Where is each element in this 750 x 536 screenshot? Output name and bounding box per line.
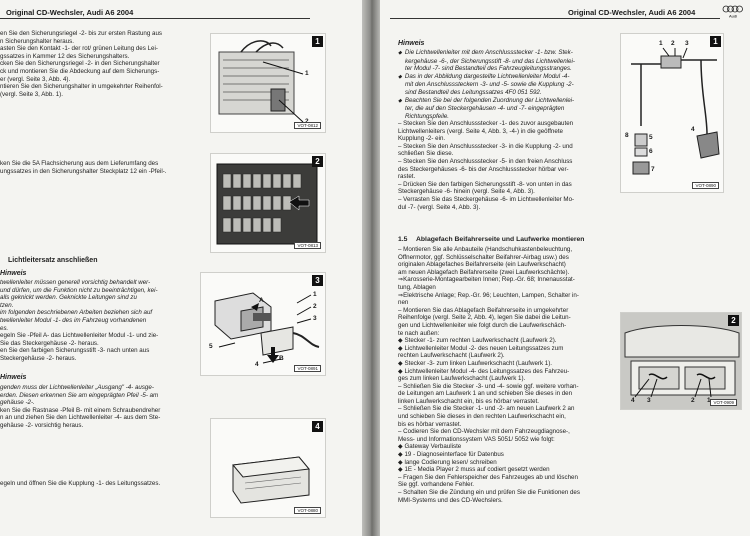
text-line: n Sicherungshalter heraus. (0, 37, 74, 45)
text-line: mit den Anschlusssteckern -3- und -5- sowie die Kupplung -2- (405, 81, 574, 89)
text-line: – Codieren Sie den CD-Wechsler mit dem Fahrzeugdiagnose-, (398, 428, 570, 436)
callout-3: 3 (685, 40, 689, 47)
callout-arrow-a: A (259, 297, 264, 304)
text-line: Kupplung -2- ein. (398, 135, 446, 143)
text-line: ◆ Gateway Verbauliste (398, 443, 462, 451)
figure-number: 2 (728, 315, 739, 326)
text-line: er (vergl. Seite 3, Abb. 4). (0, 75, 71, 83)
section-title: Lichtleitersatz anschließen (8, 257, 98, 264)
text-line: – Fragen Sie den Fehlerspeicher des Fahrzeuges ab und löschen (398, 473, 578, 481)
text-line: en Sie den farbigen Sicherungsstift -3- nach unten aus (0, 347, 150, 355)
figure-number: 4 (312, 421, 323, 432)
figure-code: VOT-0880 (294, 507, 321, 514)
text-line: gehäuse -2-. (0, 399, 35, 407)
text-line: ◆ Die Lichtwellenleiter mit dem Anschlussstecker -1- bzw. Stek- (398, 49, 620, 58)
text-line: gssatzes in Kammer 12 des Sicherungshalters. (0, 52, 130, 60)
audi-rings-logo (722, 4, 744, 18)
header-rule (0, 18, 310, 19)
instruction-block-2 (0, 160, 215, 175)
text-line: und schieben Sie dieses in den rechten Laufwerkschacht ein, (398, 413, 566, 421)
figure-number: 1 (312, 36, 323, 47)
text-line: ◆ 19 - Diagnoseinterface für Datenbus (398, 451, 504, 459)
text-line: egeln Sie -Pfeil A- das Lichtwellenleiter Modul -1- und zie- (0, 332, 159, 340)
text-line: Richtungspfeile. (405, 112, 450, 120)
text-line: n an und ziehen Sie den Lichtwellenleiter -4- aus dem Ste- (0, 414, 161, 422)
hint-title: Hinweis (0, 270, 27, 277)
callout-5: 5 (209, 343, 213, 350)
hint-title: Hinweis (398, 40, 425, 47)
hint-bullets (398, 49, 620, 120)
text-line: Öffnermotor, ggf. Schlüsselschalter Beifahrer-Airbag usw.) des (398, 253, 569, 261)
callout-2: 2 (313, 303, 317, 310)
callout-arrow-b: B (279, 355, 284, 362)
text-line: dul -7- (vergl. Seite 4, Abb. 3). (398, 203, 481, 211)
text-line: te nach außen: (398, 329, 440, 337)
text-line: rastet. (398, 173, 416, 181)
text-line: ges zum linken Laufwerkschacht (Laufwerk 1). (398, 375, 526, 383)
text-line: rechten Laufwerkschacht (Laufwerk 2). (398, 352, 505, 360)
text-line: ◆ lange Codierung lesen/ schreiben (398, 458, 497, 466)
text-line: kergehäuse -6-, der Sicherungsstift -8- und das Lichtwellenlei- (405, 57, 575, 65)
text-line: und dürfen, um die Funktion nicht zu beeinträchtigen, kei- (0, 286, 158, 294)
callout-7: 7 (651, 166, 655, 173)
callout-1: 1 (707, 397, 711, 404)
text-line: ⇒Elektrische Anlage; Rep.-Gr. 96; Leuchten, Lampen, Schalter in- (398, 291, 579, 299)
callout-8: 8 (625, 132, 629, 139)
compartment-illustration (621, 313, 742, 410)
text-line: Mess- und Informationssystem VAS 5051/ 5052 wie folgt: (398, 435, 555, 443)
logo-text: Audi (728, 13, 738, 18)
callout-4: 4 (255, 361, 259, 368)
connection-steps (398, 120, 620, 211)
fiber-optic-illustration (621, 34, 724, 193)
right-page-header: Original CD-Wechsler, Audi A6 2004 (568, 8, 696, 17)
text-line: gen und Lichtwellenleiter wie folgt durch die Laufwerkschäch- (398, 321, 567, 329)
text-line: (vergl. Seite 3, Abb. 1). (0, 90, 63, 98)
text-line: asten Sie den Kontakt -1- der rot/ grünen Leitung des Lei- (0, 45, 158, 53)
coupling-illustration (211, 419, 326, 518)
instruction-block-1 (0, 30, 215, 98)
text-line: Sie ggf. vorhandene Fehler. (398, 481, 475, 489)
section-title: Ablagefach Beifahrerseite und Laufwerke montieren (416, 236, 585, 243)
callout-5: 5 (649, 134, 653, 141)
text-line: – Verrasten Sie das Steckergehäuse -6- im Lichtwellenleiter Mo- (398, 195, 575, 203)
text-line: schließen Sie diese. (398, 150, 454, 158)
callout-1: 1 (659, 40, 663, 47)
text-line: twellenleiter Modul -1- des im Fahrzeug vorhandenen (0, 316, 147, 324)
text-line: ◆ Das in der Abbildung dargestellte Lichtwellenleiter Modul -4- (398, 73, 620, 82)
text-line: cken Sie den Sicherungsriegel -2- in den Sicherungshalter (0, 60, 160, 68)
text-line: Lichtwellenleiters (vergl. Seite 4, Abb. 3, -4-) in die geöffnete (398, 127, 563, 135)
text-line: ck und montieren Sie die Abdeckung auf dem Sicherungs- (0, 67, 160, 75)
text-line: – Montieren Sie das Ablagefach Beifahrerseite in umgekehrter (398, 306, 569, 314)
text-line: – Montieren Sie alle Anbauteile (Handschuhkastenbeleuchtung, (398, 246, 573, 253)
text-line: erden. Diesen erkennen Sie am eingeprägten Pfeil -5- am (0, 391, 159, 399)
text-line: im folgenden beschriebenen Arbeiten beziehen sich auf (0, 309, 153, 317)
text-line: – Schließen Sie die Stecker -1- und -2- am neuen Laufwerk 2 an (398, 405, 575, 413)
text-line: – Schließen Sie die Stecker -3- und -4- sowie ggf. weitere vorhan- (398, 382, 579, 390)
text-line: en Sie den Sicherungsriegel -2- bis zur ersten Rastung aus (0, 30, 162, 37)
text-line: gehäuse -2- vorsichtig heraus. (0, 421, 84, 429)
text-line: – Stecken Sie den Anschlussstecker -1- des zuvor ausgebauten (398, 120, 574, 127)
text-line: ken Sie die Rastnase -Pfeil B- mit einem Schraubendreher (0, 406, 161, 414)
hint-title-2: Hinweis (0, 374, 27, 381)
text-line: – Stecken Sie den Anschlussstecker -3- in die Kupplung -2- und (398, 142, 573, 150)
text-line: ◆ Lichtwellenleiter Modul -2- des neuen Leitungssatzes zum (398, 344, 564, 352)
callout-4: 4 (691, 126, 695, 133)
text-line: ungssatzes in den Sicherungshalter Steckplatz 12 ein -Pfeil-. (0, 167, 167, 175)
text-line: ter, die auf den Steckergehäusen -4- und -7- eingeprägten (405, 105, 565, 113)
text-line: ◆ Beachten Sie bei der folgenden Zuordnung der Lichtwellenlei- (398, 97, 620, 106)
figure-number: 1 (710, 36, 721, 47)
figure-2-storage-compartment (620, 312, 742, 410)
text-line: ter Modul -7- sind Bestandteil des Fahrzeugleitungsstranges. (405, 65, 572, 73)
text-line: ◆ 1E - Media Player 2 muss auf codiert gesetzt werden (398, 466, 550, 474)
text-line: – Drücken Sie den farbigen Sicherungsstift -8- von unten in das (398, 180, 572, 188)
callout-4: 4 (631, 397, 635, 404)
callout-1: 1 (305, 70, 309, 77)
text-line: linken Laufwerkschacht ein, bis es hörbar verrastet. (398, 397, 540, 405)
text-line: ntieren Sie den Sicherungshalter in umgekehrter Reihenfol- (0, 83, 163, 91)
figure-code: VOT-0812 (294, 122, 321, 129)
text-line: twellenleiter müssen generell vorsichtig behandelt wer- (0, 279, 151, 286)
callout-3: 3 (647, 397, 651, 404)
connector-illustration (201, 273, 326, 376)
section-body (398, 246, 626, 504)
figure-code: VOT-0891 (294, 365, 321, 372)
text-line: sind Bestandteil des Leitungssatzes 4F0 051 592. (405, 88, 542, 96)
figure-2-fuse-box (210, 153, 326, 253)
left-page-header: Original CD-Wechsler, Audi A6 2004 (6, 8, 134, 17)
text-line: tzen. (0, 301, 14, 309)
instruction-block-5 (0, 480, 200, 488)
figure-code: VOT-0890 (692, 182, 719, 189)
text-line: ken Sie die 5A Flachsicherung aus dem Lieferumfang des (0, 160, 159, 167)
text-line: tung, Ablagen (398, 283, 436, 291)
text-line: egeln und öffnen Sie die Kupplung -1- des Leitungssatzes. (0, 480, 161, 487)
figure-code: VOT-0909 (710, 399, 737, 406)
text-line: Sie das Steckergehäuse -2- heraus. (0, 339, 99, 347)
right-page (380, 0, 750, 536)
figure-4-coupling (210, 418, 326, 518)
text-line: Steckergehäuse -6- hinein (vergl. Seite 4, Abb. 3). (398, 188, 535, 196)
figure-number: 2 (312, 156, 323, 167)
figure-number: 3 (312, 275, 323, 286)
instruction-block-3 (0, 279, 200, 363)
figure-1-fiber-optic-harness (620, 33, 724, 193)
callout-1: 1 (313, 291, 317, 298)
callout-6: 6 (649, 148, 653, 155)
text-line: ⇒Karosserie-Montagearbeiten Innen; Rep.-Gr. 68; Innenausstat- (398, 276, 575, 284)
callout-3: 3 (313, 315, 317, 322)
fuse-box-illustration (211, 154, 326, 253)
text-line: Reihenfolge (vergl. Seite 2, Abb. 4), legen Sie dabei die Leitun- (398, 314, 571, 322)
left-page (0, 0, 362, 536)
callout-2: 2 (671, 40, 675, 47)
header-rule (390, 18, 720, 19)
text-line: Steckergehäuse -2- heraus. (0, 354, 77, 362)
figure-3-connector (200, 272, 326, 376)
text-line: bis es hörbar verrastet. (398, 420, 462, 428)
text-line: es. (0, 324, 9, 332)
text-line: nen (398, 299, 409, 307)
text-line: am neuen Ablagefach Beifahrerseite (zwei Laufwerkschächte). (398, 268, 570, 276)
text-line: alls geknickt werden. Geknickte Leitungen sind zu (0, 294, 137, 302)
text-line: MMI-Systems und des CD-Wechslers. (398, 496, 503, 504)
callout-2: 2 (691, 397, 695, 404)
figure-1-fuse-holder (210, 33, 326, 133)
text-line: de Leitungen am Laufwerk 1 an und schieben Sie dieses in den (398, 390, 573, 398)
instruction-block-4 (0, 384, 200, 430)
text-line: – Schalten Sie die Zündung ein und prüfen Sie die Funktionen des (398, 489, 580, 496)
text-line: originalen Ablagefaches Beifahrerseite (ein Laufwerkschacht) (398, 261, 566, 269)
figure-code: VOT-0813 (294, 242, 321, 249)
book-gutter (362, 0, 380, 536)
text-line: des Steckergehäuses -6- bis der Anschlussstecker hörbar ver- (398, 165, 569, 173)
text-line: ◆ Lichtwellenleiter Modul -4- des Leitungssatzes des Fahrzeu- (398, 367, 570, 375)
section-number: 1.5 (398, 236, 408, 243)
text-line: ◆ Stecker -1- zum rechten Laufwerkschacht (Laufwerk 2). (398, 337, 557, 345)
text-line: – Stecken Sie den Anschlussstecker -5- in den freien Anschluss (398, 157, 573, 165)
text-line: ◆ Stecker -3- zum linken Laufwerkschacht (Laufwerk 1). (398, 359, 553, 367)
text-line: genden muss der Lichtwellenleiter „Ausgang" -4- ausge- (0, 384, 154, 391)
